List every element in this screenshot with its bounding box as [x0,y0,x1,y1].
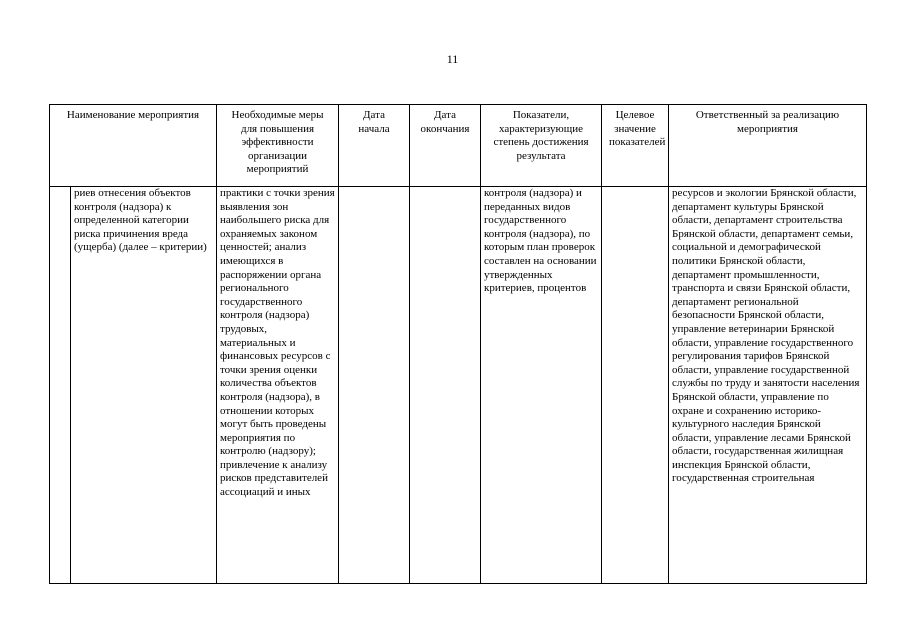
table-row [50,187,867,584]
header-indicators-text: Показатели, характеризующие степень достижения результата [493,109,589,162]
header-target-text: Целевое значение показателей [609,109,666,149]
row-measures-cell [217,187,339,584]
row-measures-text: практики с точки зрения выявления зон наибольшего риска для охраняемых законом ценностей; анализ имеющихся в распоряжении органа регионального государственного контроля (надзора) трудовых, материальных и финансовых ресурсов с точки зрения оценки количества объектов контроля (надзора), в отношении которых могут быть проведены мероприятия по контролю (надзору); привлечение к анализу рисков представителей ассоциаций и иных [220,187,335,499]
row-name-cell [71,187,217,584]
row-end-date-cell [410,187,481,584]
header-end-date-text: Дата окончания [420,109,470,135]
row-name-text: риев отнесения объектов контроля (надзора) к определенной категории риска причинения вреда (ущерба) (далее – критерии) [74,187,207,254]
row-indicators-cell [481,187,602,584]
header-target [602,105,669,187]
header-name: Наименование мероприятия [50,105,217,187]
table-header-row [50,105,867,187]
header-responsible-text: Ответственный за реализацию мероприятия [695,109,840,135]
row-responsible-cell [669,187,867,584]
header-responsible [669,105,867,187]
row-start-date-cell [339,187,410,584]
measures-table [49,104,867,584]
header-end-date [410,105,481,187]
row-indicators-text: контроля (надзора) и переданных видов государственного контроля (надзора), по которым план проверок составлен на основании утвержденных критериев, процентов [484,187,597,295]
header-measures-text: Необходимые меры для повышения эффективности организации мероприятий [231,109,324,176]
row-number-cell [50,187,71,584]
page-number: 11 [446,52,459,66]
header-measures [217,105,339,187]
header-indicators [481,105,602,187]
header-start-date [339,105,410,187]
header-start-date-text: Дата начала [358,109,390,135]
row-responsible-text: ресурсов и экологии Брянской области, департамент культуры Брянской области, департамент строительства Брянской области, департамент семьи, социальной и демографической политики Брянской области, департамент промышленности, транспорта и связи Брянской области, департамент региональной безопасности Брянской области, управление ветеринарии Брянской области, управление государственного регулирования тарифов Брянской области, управление государственной службы по труду и занятости населения Брянской области, управление по охране и сохранению историко-культурного наследия Брянской области, управление лесами Брянской области, государственная жилищная инспекция Брянской области, государственная строительная [672,187,860,485]
row-target-cell [602,187,669,584]
